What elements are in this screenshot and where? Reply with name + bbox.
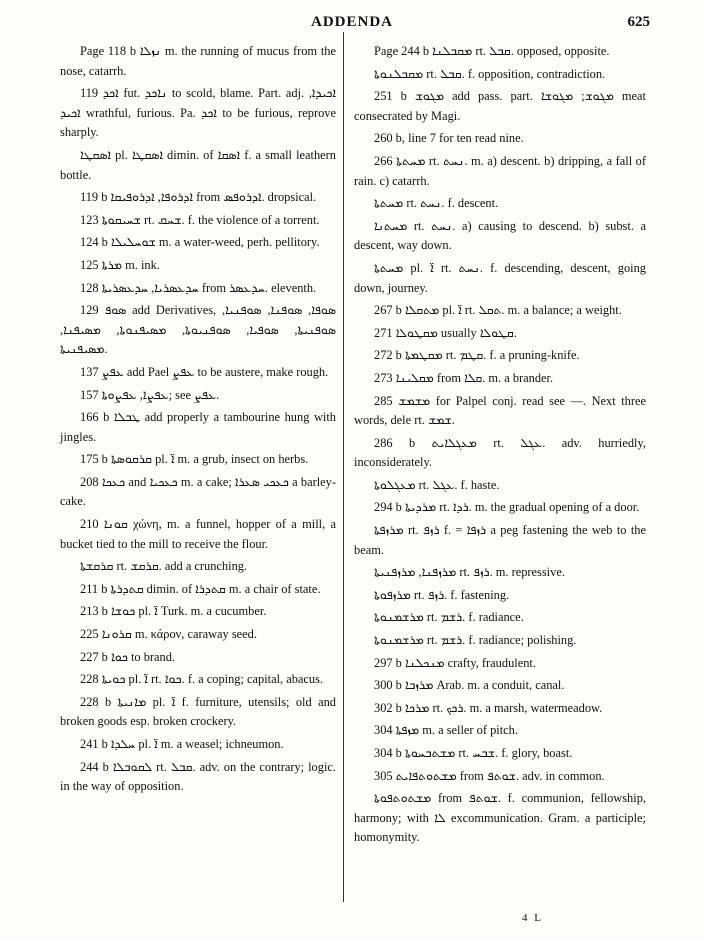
dictionary-entry: ܡܪܙܦܘܬܐ rt. ܪܙܦ. f. fastening. [374, 587, 510, 602]
dictionary-entry: ܡܪܙܦܬܐ rt. ܪܙܦ f. = ܪܙܦܐ a peg fastening the web to the beam. [354, 523, 646, 557]
dictionary-entry: 286 b ܡܥܓܠܐܝܬ rt. ܥܓܠ. adv. hurriedly, inconsiderately. [354, 435, 646, 470]
dictionary-entry: 267 b ܡܬܩܠܐ pl. ܐ̈ rt. ܬܩܠ. m. a balance; a weight. [374, 303, 622, 318]
dictionary-entry: 129 ܣܘܦ add Derivatives, ܣܘܦܐ, ܣܘܦܢܐ, ܣܘܦܢܝܐ, ܣܘܦܢܝܬܐ, ܣܘܦܝܐ, ܣܘܦܢܝܘܬܐ, ܡܣܝܦܢܘܬܐ, ܡܣܝܦܢܐ, ܡܣܝܦܢܝܬܐ. [60, 303, 336, 357]
dictionary-entry: 210 ܩܘܢܐ χώνη, m. a funnel, hopper of a mill, a bucket tied to the mill to receive the flour. [60, 517, 336, 551]
dictionary-entry: ܡܚܬܬܐ rt. ܢܚܬ. f. descent. [374, 196, 499, 211]
dictionary-entry: ܡܚܬܢܐ rt. ܢܚܬ. a) causing to descend. b) subst. a descent, way down. [354, 218, 646, 253]
dictionary-entry: 260 b, line 7 for ten read nine. [374, 131, 524, 146]
dictionary-entry: Page 118 b ܢܙܠܐ m. the running of mucus from the nose, catarrh. [60, 44, 337, 78]
dictionary-entry: 302 b ܡܪܟܐ rt. ܪܟܟ. m. a marsh, watermeadow. [374, 700, 603, 715]
dictionary-entry: 304 b ܡܫܬܒܚܘܬܐ rt. ܫܒܚ. f. glory, boast. [374, 746, 573, 760]
dictionary-entry: 157 ܥܦܨܐ, ܥܦܨܘܬܐ; see ܥܦܨ. [80, 387, 220, 402]
dictionary-entry: 123 ܫܚܝܩܘܬܐ rt. ܫܚܩ. f. the violence of a torrent. [80, 212, 320, 227]
dictionary-entry: 228 ܟܘܝܬܐ pl. ܐ̈ rt. ܟܘܐ. f. a coping; capital, abacus. [80, 672, 324, 687]
dictionary-entry: 166 b ܛܒܠܐ add properly a tambourine hung with jingles. [60, 410, 336, 444]
dictionary-entry: ܩܪܩܫܬܐ rt. ܩܪܩܫ. add a crunching. [80, 559, 248, 574]
dictionary-entry: 125 ܡܪܬܐ m. ink. [80, 257, 160, 272]
dictionary-entry: Page 244 b ܡܩܒܠܢܐ rt. ܩܒܠ. opposed, opposite. [374, 44, 610, 58]
dictionary-entry: 211 b ܩܬܕܪܬܐ dimin. of ܩܬܕܪܐ m. a chair of state. [80, 581, 321, 596]
dictionary-entry: 137 ܥܦܨ add Pael ܥܦܨ to be austere, make rough. [80, 364, 329, 379]
dictionary-entry: 266 ܡܚܬܬܐ rt. ܢܚܬ. m. a) descent. b) dripping, a fall of rain. c) catarrh. [354, 153, 646, 188]
dictionary-entry: 119 b ܐܕܪܘܦܐ, ܐܕܪܘܦܝܩܐ from ܐܕܪܘܦܣ. dropsical. [80, 190, 317, 205]
dictionary-entry: 300 b ܡܪܙܒܐ Arab. m. a conduit, canal. [374, 678, 565, 693]
dictionary-entry: ܡܫܬܘܬܦܘܬܐ from ܫܘܬܦ. f. communion, fellowship, harmony; with ܠܐ excommunication. Gram. a participle; homonymity. [354, 791, 646, 845]
dictionary-entry: ܡܩܒܠܢܘܬܐ rt. ܩܒܠ. f. opposition, contradiction. [374, 66, 606, 81]
page-number: 625 [627, 14, 650, 30]
dictionary-entry: 273 ܡܩܠܝܢܐ from ܩܠܐ. m. a brander. [374, 370, 554, 385]
dictionary-entry: 124 b ܫܘܚܠܝܠܐ m. a water-weed, perh. pellitory. [80, 235, 320, 250]
dictionary-entry: 305 ܡܫܬܘܬܦܐܝܬ from ܫܘܬܦ. adv. in common. [374, 768, 605, 783]
dictionary-entry: ܐܣܩܛܐ pl. ܐܣܩܛܐ dimin. of ܐܣܩܐ f. a small leathern bottle. [60, 147, 336, 182]
dictionary-entry: 271 ܡܩܛܘܠܐ usually ܩܛܘܠܐ. [374, 325, 517, 340]
page-title: ADDENDA [311, 14, 393, 30]
dictionary-entry: ܡܪܙܦܢܐ, ܡܪܙܦܢܝܬܐ rt. ܪܙܦ. m. repressive. [374, 565, 565, 580]
right-column [354, 42, 646, 851]
dictionary-entry: 213 b ܟܘܫܐ pl. ܐ̈ Turk. m. a cucumber. [80, 604, 267, 619]
dictionary-entry: ܡܥܓܠܘܬܐ rt. ܥܓܠ. f. haste. [374, 477, 500, 492]
dictionary-entry: 208 ܟܥܟܐ and ܟܥܟܝܐ m. a cake; ܟܥܟܝ ܣܥܪܐ a barley-cake. [60, 474, 337, 509]
column-divider [343, 32, 344, 902]
dictionary-entry: 304 ܡܙܦܬܐ m. a seller of pitch. [374, 723, 518, 738]
dictionary-entry: 228 b ܡܐܢܝܬܐ pl. ܐ̈ f. furniture, utensils; old and broken goods esp. broken crockery. [60, 694, 336, 729]
dictionary-entry: 241 b ܚܠܕܐ pl. ܐ̈ m. a weasel; ichneumon. [80, 737, 284, 751]
dictionary-entry: 225 ܩܪܘܢܐ m. κάρον, caraway seed. [80, 627, 257, 642]
dictionary-entry: ܡܚܬܬܐ pl. ܐ̈ rt. ܢܚܬ. f. descending, descent, going down, journey. [354, 260, 646, 295]
dictionary-entry: 119 ܐܟܕ fut. ܢܐܟܕ to scold, blame. Part. adj. ܐܟܝܕܐ, ܐܟܝܕ wrathful, furious. Pa. ܐܟܕ to be furious, reprove sharply. [60, 86, 336, 140]
dictionary-entry: 251 b ܡܓܘܫ add pass. part. ܡܓܘܫ; ܡܓܘܫܐ meat consecrated by Magi. [354, 89, 646, 123]
page-header [0, 14, 704, 38]
dictionary-entry: 294 b ܡܪܕܝܬܐ rt. ܪܕܐ. m. the gradual opening of a door. [374, 500, 640, 515]
dictionary-entry: 297 b ܡܢܟܠܢܐ crafty, fraudulent. [374, 655, 536, 670]
dictionary-entry: 285 ܡܫܡܫ for Palpel conj. read see —. Next three words, dele rt. ܫܡܫ. [354, 393, 647, 428]
dictionary-entry: 175 b ܩܪܩܘܣܬܐ pl. ܐ̈ m. a grub, insect on herbs. [80, 452, 309, 467]
left-column [60, 42, 336, 800]
dictionary-entry: 272 b ܡܩܛܡܬܐ rt. ܩܛܡ. f. a pruning-knife. [374, 348, 580, 363]
dictionary-entry: 128 ܚܕܥܣܪܝܐ, ܚܕܥܣܪܝܬܐ from ܚܕܥܣܪ. eleventh. [80, 280, 317, 295]
signature-mark: 4 L [522, 912, 543, 924]
dictionary-entry: 244 b ܠܩܘܒܠܐ rt. ܩܒܠ. adv. on the contrary; logic. in the way of opposition. [60, 759, 336, 794]
dictionary-entry: ܡܪܫܡܢܘܬܐ rt. ܪܫܡ. f. radiance; polishing. [374, 633, 577, 648]
dictionary-entry: ܡܪܫܡܢܘܬܐ rt. ܪܫܡ. f. radiance. [374, 610, 524, 625]
dictionary-entry: 227 b ܟܘܐ to brand. [80, 649, 176, 664]
